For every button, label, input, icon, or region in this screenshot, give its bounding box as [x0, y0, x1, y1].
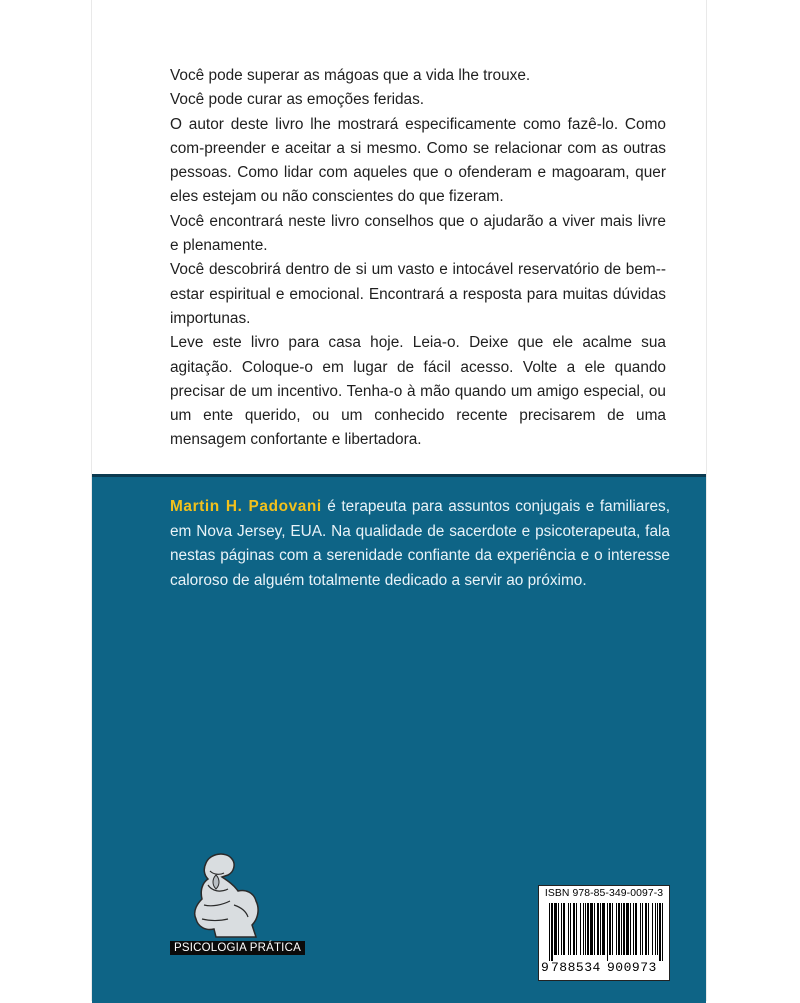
barcode-bar [662, 903, 663, 961]
barcode-bar [621, 903, 622, 955]
barcode-bar [570, 903, 571, 955]
barcode-digits [541, 960, 667, 975]
barcode-bar [600, 903, 601, 955]
barcode-bar [626, 903, 629, 955]
barcode-bar [623, 903, 625, 955]
blurb-text [170, 64, 666, 453]
blurb-section [92, 0, 706, 474]
barcode-bar [616, 903, 617, 955]
barcode-bar [580, 903, 581, 955]
barcode-digits-right: 900973 [607, 960, 657, 975]
barcode-bar [551, 903, 553, 961]
blurb-paragraph: Você pode curar as emoções feridas. [170, 91, 425, 109]
barcode [538, 885, 670, 981]
barcode-bar [659, 903, 661, 961]
back-cover [92, 0, 706, 1000]
barcode-bar [563, 903, 565, 955]
blurb-paragraph: Você descobrirá dentro de si um vasto e intocável reservatório de bem--estar espiritual e emocional. Encontrará a resposta para muitas dúvidas importunas. [170, 261, 666, 327]
barcode-bar [602, 903, 605, 955]
blurb-paragraph: Você encontrará neste livro conselhos que o ajudarão a viver mais livre e plenamente. [170, 212, 666, 255]
barcode-bar [618, 903, 620, 955]
barcode-bar [554, 903, 557, 955]
author-band [92, 474, 706, 1003]
author-bio [170, 495, 670, 593]
barcode-bar [607, 903, 608, 961]
barcode-bar [642, 903, 643, 955]
barcode-bar [657, 903, 658, 955]
barcode-bar [635, 903, 637, 955]
barcode-bar [549, 903, 550, 961]
isbn-text: ISBN 978-85-349-0097-3 [544, 888, 664, 899]
barcode-bar [633, 903, 634, 955]
barcode-bar [576, 903, 577, 955]
barcode-bar [573, 903, 575, 955]
barcode-bar [648, 903, 649, 955]
barcode-bar [558, 903, 559, 955]
series-label: PSICOLOGIA PRÁTICA [170, 941, 305, 955]
barcode-bar [640, 903, 641, 955]
barcode-bars [549, 903, 663, 961]
blurb-paragraph: Leve este livro para casa hoje. Leia-o. Deixe que ele acalme sua agitação. Coloque-o em lugar de fácil acesso. Volte a ele quando precisar de um incentivo. Tenha-o à mão quando um amigo especial, ou um ente querido, ou um conhecido recente precisarem de uma mensagem confortante e libertadora. [170, 334, 666, 449]
barcode-bar [645, 903, 647, 955]
thinker-statue-icon [176, 845, 276, 955]
blurb-paragraph: Você pode superar as mágoas que a vida lhe trouxe. [170, 67, 531, 84]
blurb-paragraph: O autor deste livro lhe mostrará especificamente como fazê-lo. Como com-preender e aceitar a si mesmo. Como se relacionar com as outras pessoas. Como lidar com aqueles que o ofenderam e magoaram, quer eles estejam ou não conscientes do que fizeram. [170, 115, 666, 206]
barcode-bar [568, 903, 569, 955]
barcode-bar [587, 903, 589, 955]
barcode-bar [609, 903, 611, 955]
barcode-bar [583, 903, 584, 955]
barcode-digit-lead: 9 [541, 960, 550, 975]
barcode-bar [585, 903, 586, 955]
barcode-bar [561, 903, 562, 955]
barcode-bar [630, 903, 631, 955]
barcode-digits-left: 788534 [551, 960, 601, 975]
barcode-bar [590, 903, 593, 955]
barcode-bar [655, 903, 656, 955]
barcode-bar [652, 903, 653, 955]
author-name: Martin H. Padovani [170, 498, 322, 515]
barcode-bar [597, 903, 599, 955]
barcode-bar [612, 903, 613, 955]
barcode-bar [594, 903, 595, 955]
author-bio-text: é terapeuta para assuntos conjugais e familiares, em Nova Jersey, EUA. Na qualidade de sacerdote e psicoterapeuta, fala nestas páginas com a serenidade confiante da experiência e o interesse caloroso de alguém totalmente dedicado a servir ao próximo. [170, 498, 670, 589]
